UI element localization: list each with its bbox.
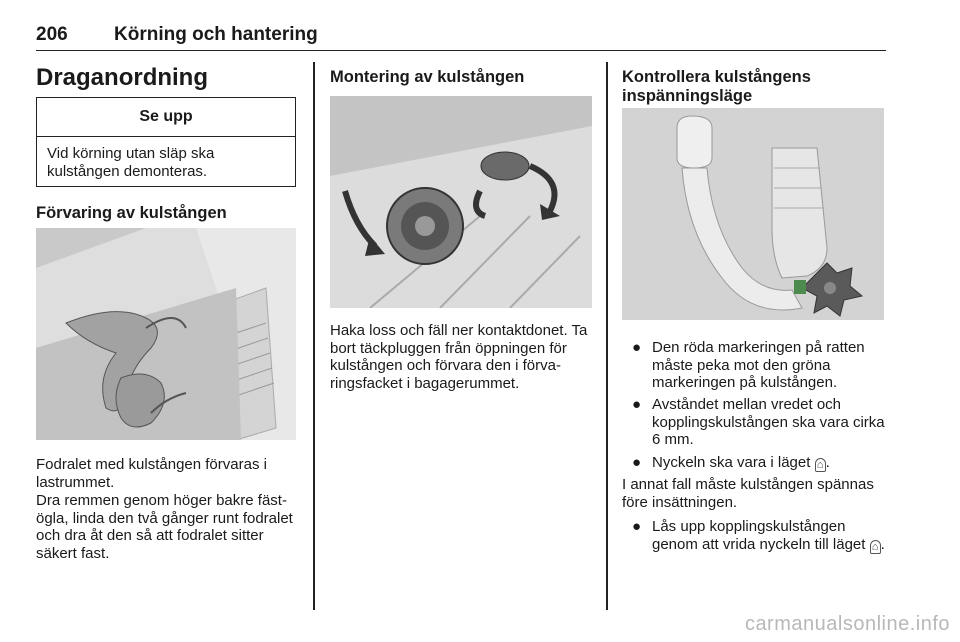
connector-illustration: [330, 96, 592, 308]
bullet-item: ● Lås upp kopplingskulstången genom att vrida nyckeln till läget ⌂ .: [632, 518, 885, 553]
section-title: Draganordning: [36, 64, 208, 91]
bullet-dot-icon: ●: [632, 396, 642, 413]
bullet-text: Den röda markeringen på ratten måste peka mot den gröna markeringen på kulstången.: [652, 339, 865, 391]
key-locked-icon: ⌂: [815, 458, 826, 472]
storage-paragraph-1: Fodralet med kulstången förvaras i lastrummet.: [36, 456, 267, 491]
ball-bar-illustration: [622, 108, 884, 320]
caution-title: Se upp: [37, 98, 295, 137]
bullet-text: Nyckeln ska vara i läget: [652, 454, 811, 471]
mounting-heading: Montering av kulstången: [330, 68, 525, 86]
column-divider: [606, 62, 608, 610]
check-heading: Kontrollera kulstångens inspänningsläge: [622, 68, 811, 105]
bullet-text: Avståndet mellan vredet och kopplingskulstången ska vara cirka 6 mm.: [652, 396, 885, 448]
bullet-dot-icon: ●: [632, 339, 642, 356]
trunk-storage-illustration: [36, 228, 296, 440]
key-unlocked-icon: ⌂: [870, 540, 881, 554]
page-header: [36, 24, 886, 51]
mounting-paragraph: Haka loss och fäll ner kontaktdonet. Ta bort täckpluggen från öppningen för kulstången och förvara den i förvaringsfacket i bagagerummet.: [330, 322, 588, 392]
page-number: 206: [36, 24, 68, 45]
chapter-title: Körning och hantering: [114, 24, 318, 45]
bullet-item: [622, 339, 888, 392]
bullet-item: ● Nyckeln ska vara i läget ⌂ .: [632, 454, 830, 471]
caution-text: Vid körning utan släp ska kulstången demonteras.: [47, 145, 215, 180]
storage-paragraph-2: Dra remmen genom höger bakre fästögla, linda den två gånger runt fodralet och dra åt den så att fodralet sitter säkert fast.: [36, 492, 293, 562]
column-divider: [313, 62, 315, 610]
watermark: carmanualsonline.info: [744, 613, 950, 635]
check-paragraph: I annat fall måste kulstången spännas före insättningen.: [622, 476, 874, 511]
bullet-dot-icon: ●: [632, 454, 642, 471]
bullet-dot-icon: ●: [632, 518, 642, 535]
bullet-text: Lås upp kopplingskulstången genom att vrida nyckeln till läget: [652, 518, 866, 553]
caution-box: [36, 97, 296, 187]
storage-heading: Förvaring av kulstången: [36, 204, 227, 222]
bullet-item: [622, 396, 888, 449]
